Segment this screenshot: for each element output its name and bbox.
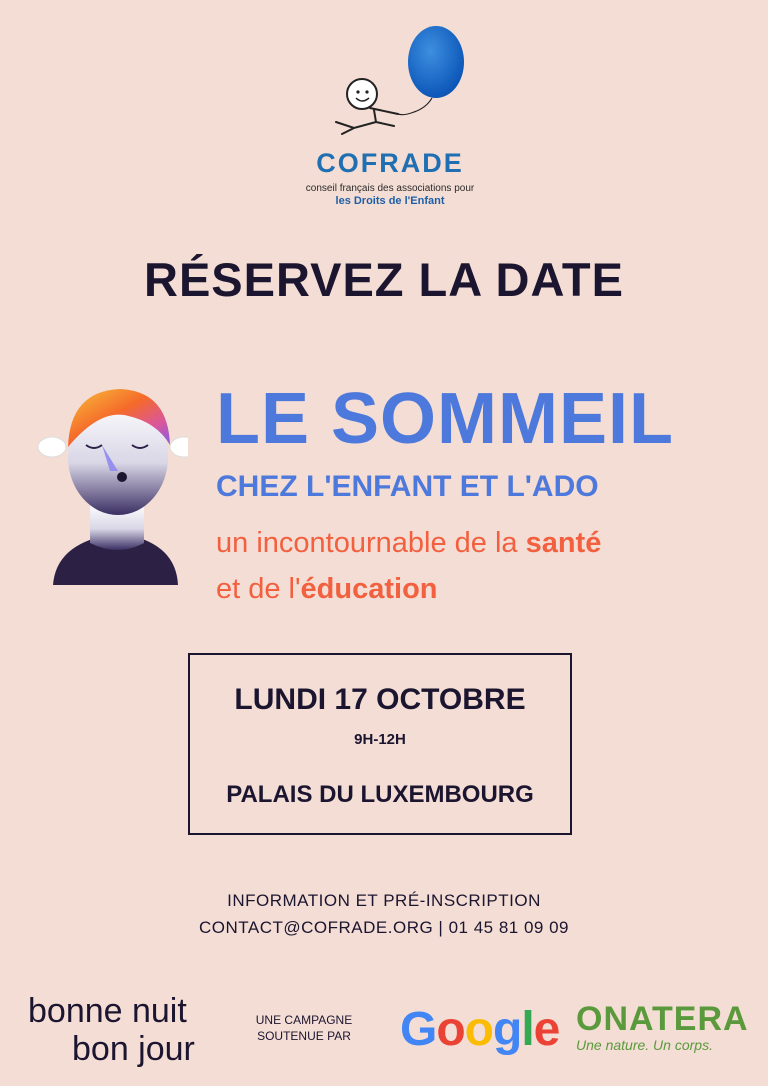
title: LE SOMMEIL	[216, 379, 674, 459]
tagline-text2: et de l'	[216, 573, 301, 605]
google-letter: l	[521, 1003, 534, 1056]
onatera-name: ONATERA	[576, 1000, 749, 1038]
google-letter: o	[464, 1003, 493, 1056]
tagline-emphasis-sante: santé	[525, 527, 602, 559]
bonne-nuit-bon-jour-logo	[28, 992, 195, 1068]
info-heading: INFORMATION ET PRÉ-INSCRIPTION	[227, 891, 541, 910]
google-letter: g	[493, 1003, 522, 1056]
event-box	[188, 653, 572, 835]
campaign-line2: SOUTENUE PAR	[257, 1029, 351, 1043]
onatera-tagline: Une nature. Un corps.	[576, 1037, 713, 1053]
bnbj-line1: bonne nuit	[28, 992, 187, 1030]
tagline	[216, 520, 601, 612]
google-letter: e	[533, 1003, 560, 1056]
child-balloon-icon	[314, 22, 464, 144]
bnbj-line2: bon jour	[72, 1030, 195, 1068]
google-letter: G	[400, 1003, 437, 1056]
sleeping-child-illustration	[38, 385, 188, 585]
event-place: PALAIS DU LUXEMBOURG	[226, 781, 534, 808]
google-letter: o	[436, 1003, 465, 1056]
logo-name: COFRADE	[316, 148, 464, 178]
google-logo	[400, 1002, 559, 1057]
event-day: LUNDI 17 OCTOBRE	[234, 683, 526, 716]
tagline-emphasis-education: éducation	[300, 573, 438, 605]
tagline-text1: un incontournable de la	[216, 527, 526, 559]
logo-subtitle-line1: conseil français des associations pour	[305, 183, 475, 194]
contact-line[interactable]: CONTACT@COFRADE.ORG | 01 45 81 09 09	[198, 918, 570, 937]
tagline-line1	[216, 520, 601, 566]
cofrade-logo	[300, 22, 480, 207]
headline: RÉSERVEZ LA DATE	[144, 253, 624, 306]
onatera-logo	[576, 1000, 749, 1053]
campaign-label	[240, 1012, 368, 1044]
event-time: 9H-12H	[354, 731, 406, 748]
tagline-line2	[216, 566, 601, 612]
campaign-line1: UNE CAMPAGNE	[255, 1013, 353, 1027]
subtitle: CHEZ L'ENFANT ET L'ADO	[216, 470, 599, 503]
logo-subtitle-line2: les Droits de l'Enfant	[335, 195, 445, 207]
